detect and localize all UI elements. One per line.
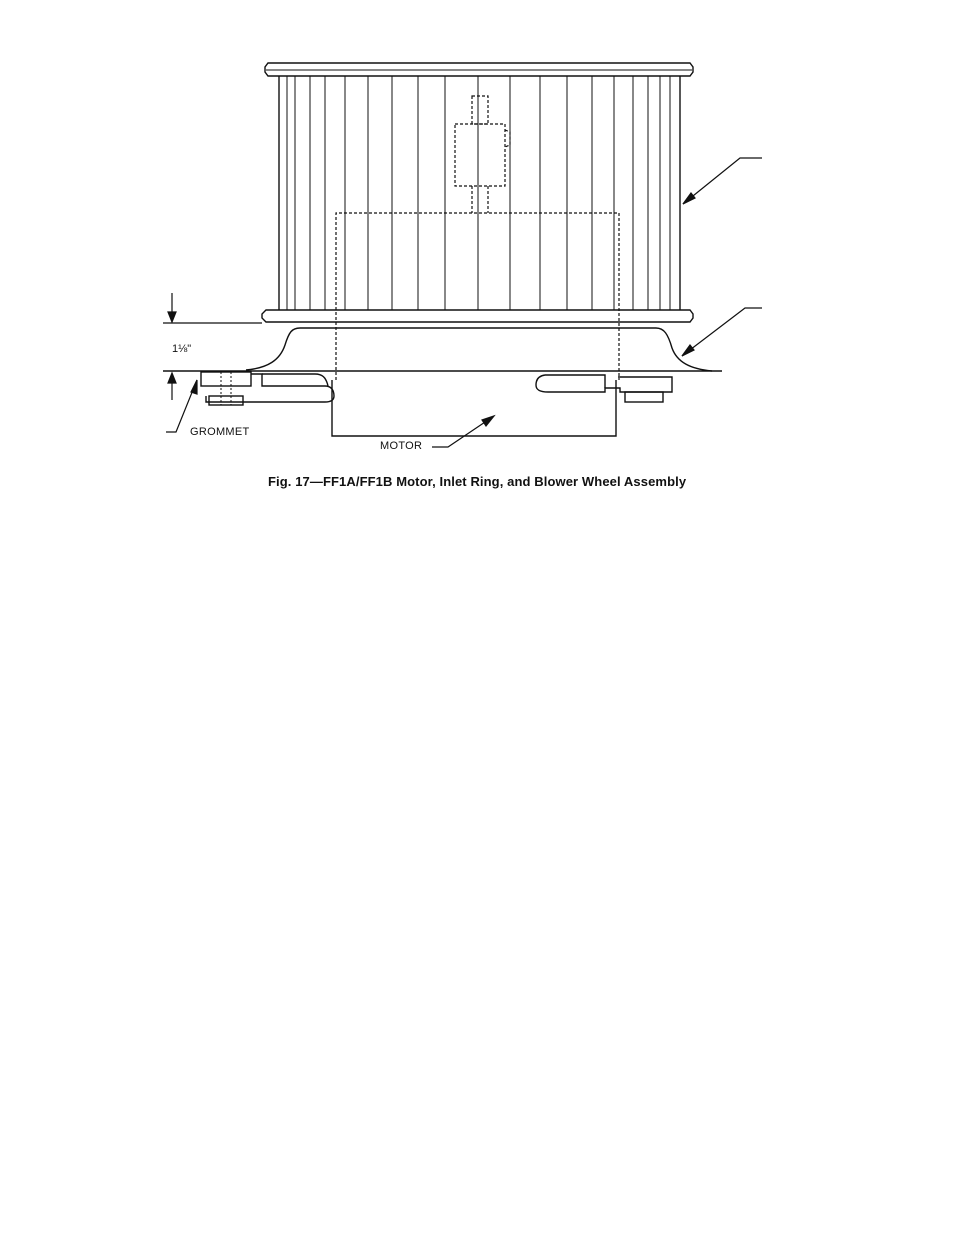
motor-label: MOTOR (380, 440, 423, 452)
motor-body (332, 380, 616, 436)
dimension-label: 1⅛" (172, 343, 192, 355)
inlet-ring (246, 328, 712, 371)
figure-caption: Fig. 17—FF1A/FF1B Motor, Inlet Ring, and Blower Wheel Assembly (268, 474, 687, 489)
blower-assembly-diagram (0, 0, 954, 500)
right-mount-bracket (536, 375, 672, 402)
leader-lines (166, 158, 762, 447)
grommet-label: GROMMET (190, 426, 250, 438)
left-mount-bracket (201, 372, 334, 405)
blower-blades (287, 76, 670, 310)
blower-wheel (262, 63, 693, 322)
